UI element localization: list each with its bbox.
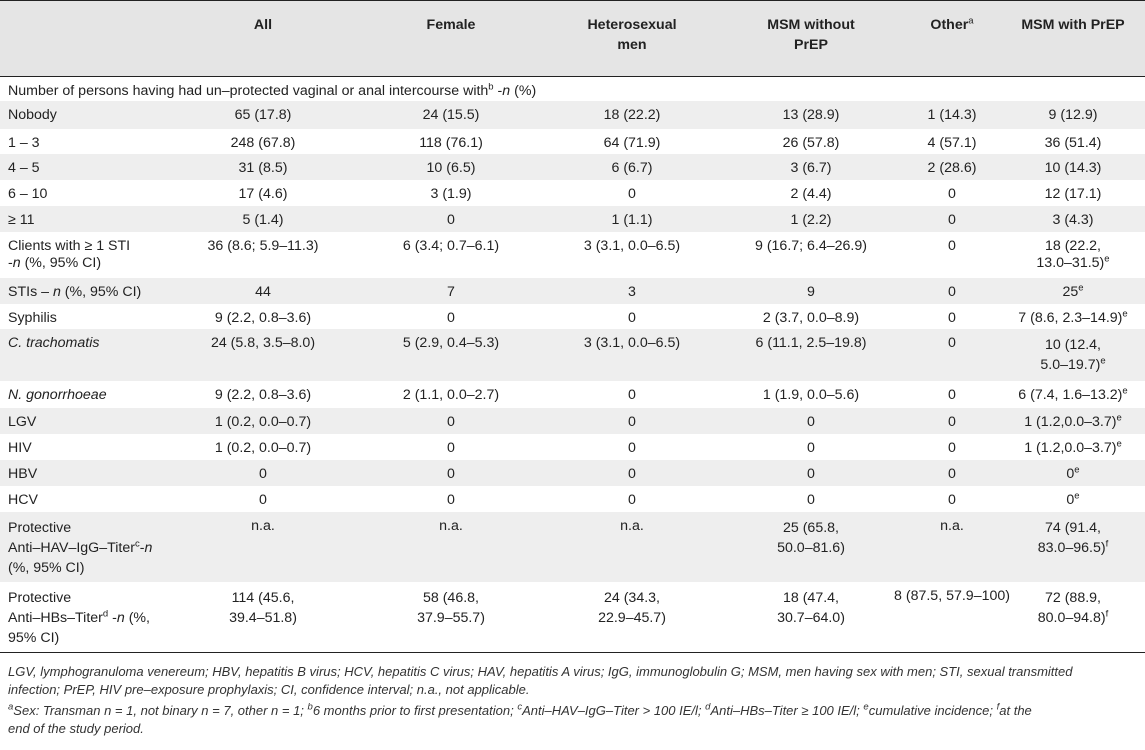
cell-msm-with-prep bbox=[1001, 466, 1145, 483]
table-row-c-trachomatis bbox=[0, 329, 1145, 381]
cell-female: 0 bbox=[447, 440, 455, 456]
col-header-all: All bbox=[253, 17, 273, 33]
cell-line2-text: 13.0–31.5) bbox=[1036, 255, 1105, 271]
label-dash: - bbox=[139, 540, 145, 556]
table-header bbox=[0, 0, 1145, 77]
cell-msm-with-prep: 36 (51.4) bbox=[1044, 135, 1102, 151]
cell-msm-without-prep bbox=[719, 518, 903, 558]
label-n: n bbox=[144, 540, 153, 556]
cell-line2: 39.4–51.8) bbox=[229, 610, 297, 626]
footnote-marker-c: c bbox=[134, 538, 140, 550]
label-titer: Anti–HAV–IgG–Titer bbox=[8, 540, 135, 556]
footnote-line3 bbox=[8, 702, 1138, 720]
cell-line1: 18 (22.2, bbox=[1044, 238, 1101, 254]
cell-msm-without-prep: 6 (11.1, 2.5–19.8) bbox=[755, 335, 867, 351]
row-label: LGV bbox=[8, 414, 37, 430]
cell-msm-without-prep: 2 (3.7, 0.0–8.9) bbox=[762, 310, 860, 326]
section-heading bbox=[8, 83, 536, 99]
footnote-marker-e: e bbox=[1078, 282, 1084, 294]
cell-value: 0 bbox=[1066, 466, 1075, 482]
cell-line2 bbox=[1001, 608, 1145, 628]
cell-other: 0 bbox=[948, 186, 956, 202]
col-header-other-text: Other bbox=[930, 17, 969, 33]
label-dash: - bbox=[8, 255, 13, 271]
cell-msm-with-prep: 9 (12.9) bbox=[1048, 107, 1098, 123]
col-header-msm-line1: MSM without bbox=[767, 17, 855, 33]
footnote-markers bbox=[8, 702, 1138, 738]
row-label: HCV bbox=[8, 492, 38, 508]
row-label-line1: Protective bbox=[8, 520, 72, 536]
cell-msm-with-prep bbox=[1001, 492, 1145, 509]
cell-female: 7 bbox=[447, 284, 455, 300]
fn-sup-e: e bbox=[863, 701, 869, 713]
cell-msm-with-prep bbox=[1001, 310, 1145, 327]
fn-text-b: 6 months prior to first presentation; bbox=[312, 703, 518, 718]
cell-heterosexual-men bbox=[545, 588, 719, 628]
cell-female: 24 (15.5) bbox=[422, 107, 480, 123]
row-label: HIV bbox=[8, 440, 32, 456]
cell-all: 0 bbox=[259, 492, 267, 508]
cell-other: 0 bbox=[948, 440, 956, 456]
footnote-marker-e: e bbox=[1122, 308, 1128, 320]
cell-line2: 30.7–64.0) bbox=[777, 610, 845, 626]
row-label: 4 – 5 bbox=[8, 160, 40, 176]
cell-female: 118 (76.1) bbox=[419, 135, 483, 151]
cell-female: 6 (3.4; 0.7–6.1) bbox=[402, 238, 500, 254]
row-label bbox=[8, 284, 141, 301]
cell-line1: 72 (88.9, bbox=[1044, 590, 1101, 606]
row-label: Nobody bbox=[8, 107, 57, 123]
section-heading-text: Number of persons having had un–protected vaginal or anal intercourse with bbox=[8, 83, 489, 99]
cell-value: 8 (87.5, 57.9–100) bbox=[894, 588, 1010, 604]
cell-msm-without-prep: 9 bbox=[807, 284, 815, 300]
cell-heterosexual-men: n.a. bbox=[620, 518, 644, 534]
cell-line1: 24 (34.3, bbox=[603, 590, 660, 606]
fn-sup-f: f bbox=[996, 701, 1000, 713]
cell-female: 10 (6.5) bbox=[426, 160, 476, 176]
cell-line1: 18 (47.4, bbox=[782, 590, 839, 606]
cell-all: 248 (67.8) bbox=[230, 135, 296, 151]
row-label: N. gonorrhoeae bbox=[8, 387, 107, 403]
cell-heterosexual-men: 6 (6.7) bbox=[611, 160, 653, 176]
table-row-stis bbox=[0, 278, 1145, 304]
col-header-msm-line2: PrEP bbox=[794, 37, 828, 53]
cell-msm-without-prep bbox=[719, 588, 903, 628]
cell-all: 1 (0.2, 0.0–0.7) bbox=[214, 440, 312, 456]
table-row-lgv bbox=[0, 408, 1145, 434]
section-heading-percent: (%) bbox=[510, 83, 537, 99]
cell-other: 0 bbox=[948, 466, 956, 482]
cell-value: 0 bbox=[1066, 492, 1075, 508]
fn-text-f: at the bbox=[999, 703, 1032, 718]
table-row-hiv bbox=[0, 434, 1145, 460]
cell-other: 0 bbox=[948, 492, 956, 508]
cell-heterosexual-men: 1 (1.1) bbox=[611, 212, 653, 228]
fn-sup-d: d bbox=[705, 701, 711, 713]
cell-heterosexual-men: 3 (3.1, 0.0–6.5) bbox=[583, 238, 681, 254]
cell-line1: 25 (65.8, bbox=[782, 520, 839, 536]
cell-female: 2 (1.1, 0.0–2.7) bbox=[402, 387, 500, 403]
label-n: n bbox=[12, 255, 21, 271]
cell-msm-with-prep bbox=[1001, 335, 1145, 375]
cell-heterosexual-men: 0 bbox=[628, 387, 636, 403]
row-label: 1 – 3 bbox=[8, 135, 40, 151]
row-label: HBV bbox=[8, 466, 38, 482]
cell-msm-without-prep: 9 (16.7; 6.4–26.9) bbox=[754, 238, 867, 254]
footnote-marker-e: e bbox=[1074, 490, 1080, 502]
cell-female: 5 (2.9, 0.4–5.3) bbox=[402, 335, 500, 351]
cell-female: 0 bbox=[447, 414, 455, 430]
footnote-marker-e: e bbox=[1122, 385, 1128, 397]
footnote-line2: infection; PrEP, HIV pre–exposure prophylaxis; CI, confidence interval; n.a., not applicable. bbox=[8, 682, 530, 697]
cell-line2: 22.9–45.7) bbox=[598, 610, 666, 626]
cell-all: 31 (8.5) bbox=[238, 160, 288, 176]
cell-other: 0 bbox=[948, 212, 956, 228]
fn-sup-b: b bbox=[307, 701, 313, 713]
cell-female: 0 bbox=[447, 212, 455, 228]
footnote-marker-e: e bbox=[1100, 355, 1106, 367]
cell-value: 1 (1.2,0.0–3.7) bbox=[1024, 414, 1117, 430]
cell-line2 bbox=[1001, 355, 1145, 375]
cell-msm-with-prep bbox=[1001, 518, 1145, 558]
table-row-nobody bbox=[0, 101, 1145, 129]
row-label bbox=[8, 238, 130, 272]
table-row-clients-sti bbox=[0, 232, 1145, 278]
fn-text-d: Anti–HBs–Titer ≥ 100 IE/l; bbox=[710, 703, 864, 718]
row-label-line2 bbox=[8, 608, 150, 628]
cell-heterosexual-men: 0 bbox=[628, 310, 636, 326]
cell-line1: 74 (91.4, bbox=[1044, 520, 1101, 536]
label-titer: Anti–HBs–Titer bbox=[8, 610, 103, 626]
cell-msm-without-prep: 26 (57.8) bbox=[782, 135, 840, 151]
row-label bbox=[8, 518, 152, 578]
row-label-line2 bbox=[8, 255, 130, 272]
section-heading-dash: - bbox=[493, 83, 503, 99]
cell-all: 44 bbox=[255, 284, 271, 300]
label-ci: (%, 95% CI) bbox=[60, 284, 142, 300]
row-label-line1: Protective bbox=[8, 590, 72, 606]
cell-heterosexual-men: 0 bbox=[628, 440, 636, 456]
cell-heterosexual-men: 3 bbox=[628, 284, 636, 300]
cell-all: 0 bbox=[259, 466, 267, 482]
cell-line1: 114 (45.6, bbox=[231, 590, 295, 606]
cell-all: 9 (2.2, 0.8–3.6) bbox=[214, 387, 312, 403]
cell-other: 4 (57.1) bbox=[927, 135, 977, 151]
footnote-marker-f: f bbox=[1105, 538, 1109, 550]
cell-female: 0 bbox=[447, 466, 455, 482]
label-text: STIs – bbox=[8, 284, 53, 300]
label-percent: (%, bbox=[124, 610, 150, 626]
cell-heterosexual-men: 0 bbox=[628, 186, 636, 202]
cell-heterosexual-men: 18 (22.2) bbox=[603, 107, 661, 123]
cell-msm-without-prep: 3 (6.7) bbox=[790, 160, 832, 176]
cell-heterosexual-men: 0 bbox=[628, 492, 636, 508]
cell-other: 0 bbox=[948, 238, 956, 254]
label-n: n bbox=[116, 610, 125, 626]
footnote-line4: end of the study period. bbox=[8, 721, 144, 736]
cell-heterosexual-men: 0 bbox=[628, 466, 636, 482]
footnote-marker-d: d bbox=[102, 608, 109, 620]
table-row-n-gonorrhoeae bbox=[0, 381, 1145, 408]
cell-value: 1 (1.2,0.0–3.7) bbox=[1024, 440, 1117, 456]
cell-all: 9 (2.2, 0.8–3.6) bbox=[214, 310, 312, 326]
cell-other: 0 bbox=[948, 284, 956, 300]
cell-line2 bbox=[1001, 255, 1145, 272]
table-row-11-plus bbox=[0, 206, 1145, 232]
row-label: Syphilis bbox=[8, 310, 57, 326]
footnote-marker-b: b bbox=[488, 81, 494, 93]
cell-other: 2 (28.6) bbox=[927, 160, 977, 176]
cell-line2-text: 80.0–94.8) bbox=[1037, 610, 1106, 626]
col-header-hetero-line1: Heterosexual bbox=[587, 17, 677, 33]
cell-line2: 50.0–81.6) bbox=[777, 540, 845, 556]
cell-other: 0 bbox=[948, 414, 956, 430]
cell-all: 1 (0.2, 0.0–0.7) bbox=[214, 414, 312, 430]
cell-line2: 37.9–55.7) bbox=[417, 610, 485, 626]
fn-sup-c: c bbox=[517, 701, 523, 713]
table-row-anti-hav bbox=[0, 512, 1145, 582]
cell-all: 24 (5.8, 3.5–8.0) bbox=[210, 335, 316, 351]
table-row-hbv bbox=[0, 460, 1145, 486]
cell-msm-with-prep bbox=[1001, 414, 1145, 431]
cell-all: n.a. bbox=[251, 518, 275, 534]
label-ci: (%, 95% CI) bbox=[20, 255, 102, 271]
row-label bbox=[8, 588, 150, 648]
cell-msm-with-prep: 3 (4.3) bbox=[1052, 212, 1094, 228]
cell-female bbox=[357, 588, 545, 628]
col-header-hetero-line2: men bbox=[617, 37, 647, 53]
cell-female: n.a. bbox=[439, 518, 463, 534]
footnote-marker-e: e bbox=[1104, 253, 1110, 265]
cell-female: 0 bbox=[447, 310, 455, 326]
label-dash: - bbox=[108, 610, 117, 626]
col-header-msm-without-prep bbox=[719, 15, 903, 55]
cell-msm-with-prep bbox=[1001, 387, 1145, 404]
cell-line2 bbox=[1001, 538, 1145, 558]
cell-all: 65 (17.8) bbox=[234, 107, 292, 123]
cell-msm-without-prep: 0 bbox=[807, 492, 815, 508]
cell-all: 17 (4.6) bbox=[238, 186, 288, 202]
row-label-line3: (%, 95% CI) bbox=[8, 560, 85, 576]
cell-value: 7 (8.6, 2.3–14.9) bbox=[1018, 310, 1123, 326]
table-row-hcv bbox=[0, 486, 1145, 512]
footnote-abbreviations bbox=[8, 663, 1138, 699]
col-header-msm-with-prep: MSM with PrEP bbox=[1021, 17, 1125, 33]
table-bottom-rule bbox=[0, 652, 1145, 653]
label-n: n bbox=[52, 284, 61, 300]
footnote-line1: LGV, lymphogranuloma venereum; HBV, hepatitis B virus; HCV, hepatitis C virus; HAV, hepatitis A virus; IgG, immunoglobulin G; MSM, men having sex with men; STI, sexual transmitted bbox=[8, 664, 1073, 679]
cell-msm-with-prep: 10 (14.3) bbox=[1044, 160, 1102, 176]
col-header-female: Female bbox=[426, 17, 476, 33]
row-label: 6 – 10 bbox=[8, 186, 48, 202]
fn-text-a: Sex: Transman n = 1, not binary n = 7, other n = 1; bbox=[13, 703, 308, 718]
footnote-marker-a: a bbox=[968, 15, 974, 27]
cell-msm-without-prep: 0 bbox=[807, 440, 815, 456]
table-row-anti-hbs bbox=[0, 582, 1145, 652]
cell-msm-with-prep bbox=[1001, 284, 1145, 301]
footnote-marker-e: e bbox=[1116, 438, 1122, 450]
cell-value: 6 (7.4, 1.6–13.2) bbox=[1018, 387, 1123, 403]
cell-msm-without-prep: 2 (4.4) bbox=[790, 186, 832, 202]
footnote-marker-e: e bbox=[1116, 412, 1122, 424]
cell-other: 1 (14.3) bbox=[927, 107, 977, 123]
cell-other: n.a. bbox=[940, 518, 964, 534]
row-label: C. trachomatis bbox=[8, 335, 100, 351]
cell-msm-without-prep: 0 bbox=[807, 414, 815, 430]
row-label: ≥ 11 bbox=[8, 212, 35, 228]
table-row-6-10 bbox=[0, 180, 1145, 206]
cell-msm-without-prep: 1 (2.2) bbox=[790, 212, 832, 228]
footnote-marker-e: e bbox=[1074, 464, 1080, 476]
cell-line1: 58 (46.8, bbox=[422, 590, 479, 606]
section-heading-n: n bbox=[502, 83, 511, 99]
cell-line1: 10 (12.4, bbox=[1044, 337, 1101, 353]
cell-heterosexual-men: 64 (71.9) bbox=[603, 135, 661, 151]
cell-other: 0 bbox=[948, 335, 956, 351]
cell-female: 0 bbox=[447, 492, 455, 508]
cell-msm-with-prep bbox=[1001, 238, 1145, 272]
table-row-4-5 bbox=[0, 154, 1145, 180]
fn-text-e: cumulative incidence; bbox=[868, 703, 997, 718]
cell-other: 0 bbox=[948, 387, 956, 403]
table-row-syphilis bbox=[0, 304, 1145, 329]
fn-text-c: Anti–HAV–IgG–Titer > 100 IE/l; bbox=[522, 703, 706, 718]
cell-all bbox=[169, 588, 357, 628]
row-label-line2 bbox=[8, 538, 152, 558]
cell-all: 36 (8.6; 5.9–11.3) bbox=[207, 238, 319, 254]
row-label-line3: 95% CI) bbox=[8, 630, 60, 646]
col-header-heterosexual-men bbox=[545, 15, 719, 55]
cell-line2-text: 83.0–96.5) bbox=[1037, 540, 1106, 556]
cell-line2-text: 5.0–19.7) bbox=[1040, 357, 1101, 373]
cell-msm-without-prep: 13 (28.9) bbox=[782, 107, 840, 123]
cell-other: 0 bbox=[948, 310, 956, 326]
cell-heterosexual-men: 0 bbox=[628, 414, 636, 430]
col-header-other bbox=[903, 15, 1001, 35]
cell-msm-without-prep: 0 bbox=[807, 466, 815, 482]
cell-msm-with-prep bbox=[1001, 588, 1145, 628]
fn-sup-a: a bbox=[8, 701, 14, 713]
cell-heterosexual-men: 3 (3.1, 0.0–6.5) bbox=[583, 335, 681, 351]
cell-msm-without-prep: 1 (1.9, 0.0–5.6) bbox=[762, 387, 860, 403]
cell-value: 25 bbox=[1062, 284, 1079, 300]
table-row-1-3 bbox=[0, 129, 1145, 154]
cell-female: 3 (1.9) bbox=[430, 186, 472, 202]
cell-all: 5 (1.4) bbox=[242, 212, 284, 228]
row-label-line1: Clients with ≥ 1 STI bbox=[8, 238, 131, 254]
footnote-marker-f: f bbox=[1105, 608, 1109, 620]
cell-msm-with-prep bbox=[1001, 440, 1145, 457]
cell-msm-with-prep: 12 (17.1) bbox=[1044, 186, 1102, 202]
